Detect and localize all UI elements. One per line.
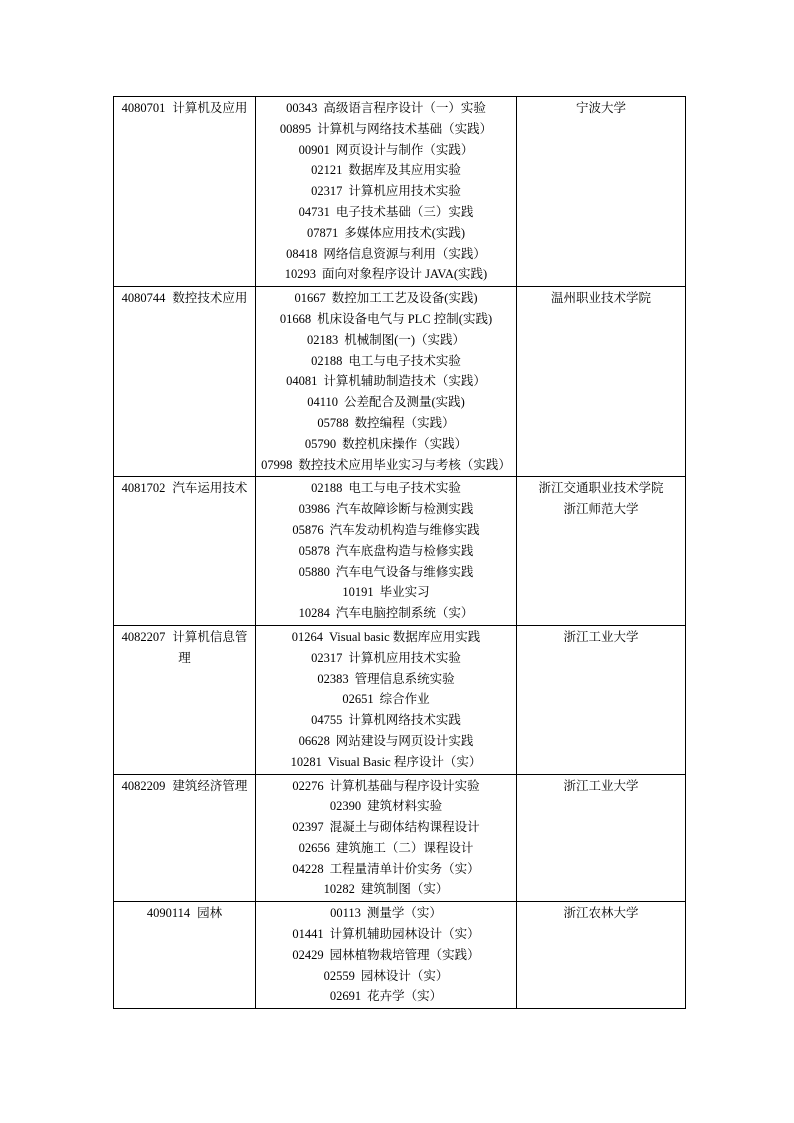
course-item [260, 945, 512, 966]
major-name: 数控技术应用 [172, 291, 248, 306]
school-cell [517, 902, 686, 1009]
course-code: 02397 [292, 820, 324, 835]
course-code: 10284 [298, 606, 330, 621]
course-name: 网络信息资源与利用（实践） [323, 246, 486, 261]
course-item [260, 351, 512, 372]
course-code: 03986 [298, 502, 330, 517]
course-code: 02559 [323, 968, 355, 983]
course-item [260, 627, 512, 648]
course-name: 机床设备电气与 PLC 控制(实践) [317, 311, 493, 326]
course-item [260, 796, 512, 817]
course-item [260, 731, 512, 752]
course-name: 网站建设与网页设计实践 [335, 733, 474, 748]
major-code: 4082209 [121, 778, 166, 793]
course-code: 02390 [329, 799, 362, 814]
course-name: 汽车底盘构造与检修实践 [335, 543, 474, 558]
major-name: 园林 [197, 906, 223, 921]
course-item [260, 478, 512, 499]
course-name: 计算机网络技术实践 [348, 713, 461, 728]
course-item [260, 879, 512, 900]
course-list-cell [256, 287, 517, 477]
course-name: 园林设计（实） [360, 968, 449, 983]
course-code: 00113 [330, 906, 361, 921]
course-code: 04228 [292, 861, 324, 876]
course-code: 02276 [292, 778, 324, 793]
course-item [260, 776, 512, 797]
major-code: 4080744 [121, 291, 166, 306]
major-name: 计算机信息管理 [172, 629, 248, 665]
course-code: 01264 [291, 629, 323, 644]
course-code: 02691 [329, 989, 362, 1004]
course-code: 02183 [306, 332, 339, 347]
course-item [260, 119, 512, 140]
table-row [114, 97, 686, 287]
course-name: 计算机应用技术实验 [348, 184, 461, 199]
course-name: 计算机辅助制造技术（实践） [323, 374, 486, 389]
major-code: 4082207 [121, 629, 166, 644]
course-item [260, 181, 512, 202]
school-cell [517, 774, 686, 902]
course-item [260, 541, 512, 562]
course-name: 高级语言程序设计（一）实验 [323, 101, 486, 115]
school-cell [517, 97, 686, 287]
table-row [114, 625, 686, 774]
course-item [260, 264, 512, 285]
course-code: 10191 [342, 585, 374, 600]
course-item [260, 817, 512, 838]
course-list-cell [256, 477, 517, 626]
course-name: 数控机床操作（实践） [342, 436, 468, 451]
course-item [260, 562, 512, 583]
course-name: 建筑材料实验 [367, 799, 443, 814]
course-code: 05880 [298, 564, 330, 579]
course-item [260, 244, 512, 265]
major-code: 4090114 [146, 906, 191, 921]
course-name: 混凝土与砌体结构课程设计 [329, 820, 480, 835]
school-name: 浙江农林大学 [563, 906, 639, 921]
course-name: 毕业实习 [379, 585, 430, 600]
course-code: 08418 [286, 246, 318, 261]
school-name: 温州职业技术学院 [550, 291, 651, 306]
course-name: 数控技术应用毕业实习与考核（实践） [298, 457, 511, 472]
course-code: 00895 [279, 121, 312, 136]
table-body [114, 97, 686, 1009]
course-name: 计算机应用技术实验 [348, 650, 461, 665]
course-item [260, 582, 512, 603]
major-name: 建筑经济管理 [172, 778, 248, 793]
course-item [260, 520, 512, 541]
course-code: 00901 [298, 142, 330, 157]
course-item [260, 689, 512, 710]
course-item [260, 288, 512, 309]
course-name: 汽车故障诊断与检测实践 [335, 502, 474, 517]
major-code: 4080701 [121, 101, 166, 115]
course-code: 07871 [306, 225, 339, 240]
course-name: 公差配合及测量(实践) [343, 395, 465, 410]
course-code: 10293 [284, 267, 317, 282]
course-code: 02121 [311, 163, 343, 178]
major-cell [114, 625, 256, 774]
course-code: 02429 [292, 947, 324, 962]
major-cell [114, 902, 256, 1009]
course-item [260, 434, 512, 455]
course-item [260, 710, 512, 731]
course-item [260, 371, 512, 392]
course-code: 05788 [317, 415, 349, 430]
course-code: 10281 [290, 754, 322, 769]
major-cell [114, 287, 256, 477]
school-cell [517, 477, 686, 626]
course-name: 汽车电气设备与维修实践 [335, 564, 474, 579]
course-list-cell [256, 902, 517, 1009]
course-name: 机械制图(一)（实践） [344, 332, 466, 347]
course-name: Visual Basic 程序设计（实） [327, 754, 482, 769]
course-name: 网页设计与制作（实践） [335, 142, 474, 157]
course-item [260, 838, 512, 859]
major-cell [114, 477, 256, 626]
course-name: 管理信息系统实验 [354, 671, 455, 686]
course-code: 02651 [342, 692, 374, 707]
table-row [114, 287, 686, 477]
course-name: 园林植物栽培管理（实践） [329, 947, 480, 962]
course-item [260, 202, 512, 223]
course-name: 计算机基础与程序设计实验 [329, 778, 480, 793]
course-name: Visual basic 数据库应用实践 [328, 629, 481, 644]
course-code: 04731 [298, 204, 330, 219]
course-item [260, 140, 512, 161]
practice-course-table [113, 96, 686, 1009]
course-name: 多媒体应用技术(实践) [344, 225, 466, 240]
course-code: 05878 [298, 543, 330, 558]
course-name: 花卉学（实） [367, 989, 443, 1004]
course-code: 04755 [311, 713, 343, 728]
course-code: 02317 [311, 184, 343, 199]
course-item [260, 924, 512, 945]
course-name: 工程量清单计价实务（实） [329, 861, 480, 876]
course-code: 07998 [261, 457, 293, 472]
course-code: 01667 [294, 291, 326, 306]
course-name: 数控加工工艺及设备(实践) [331, 291, 478, 306]
course-name: 数控编程（实践） [354, 415, 455, 430]
course-code: 01668 [279, 311, 312, 326]
school-cell [517, 625, 686, 774]
school-name: 浙江工业大学 [563, 778, 639, 793]
course-name: 汽车电脑控制系统（实） [335, 606, 474, 621]
course-name: 计算机辅助园林设计（实） [329, 927, 480, 942]
course-code: 02656 [298, 840, 330, 855]
major-cell [114, 774, 256, 902]
major-code: 4081702 [121, 481, 166, 496]
school-name: 浙江工业大学 [563, 629, 639, 644]
table-row [114, 902, 686, 1009]
course-item [260, 413, 512, 434]
course-code: 06628 [298, 733, 330, 748]
course-list-cell [256, 774, 517, 902]
course-code: 04081 [286, 374, 318, 389]
course-item [260, 98, 512, 119]
course-item [260, 309, 512, 330]
course-item [260, 330, 512, 351]
course-name: 测量学（实） [366, 906, 442, 921]
course-item [260, 223, 512, 244]
course-item [260, 859, 512, 880]
course-name: 电子技术基础（三）实践 [335, 204, 474, 219]
course-item [260, 752, 512, 773]
course-item [260, 669, 512, 690]
course-code: 04110 [307, 395, 338, 410]
course-code: 02317 [311, 650, 343, 665]
course-list-cell [256, 625, 517, 774]
school-cell [517, 287, 686, 477]
table-row [114, 774, 686, 902]
table-row [114, 477, 686, 626]
major-cell [114, 97, 256, 287]
course-item [260, 160, 512, 181]
course-item [260, 903, 512, 924]
school-name: 宁波大学 [575, 101, 626, 115]
school-name: 浙江师范大学 [563, 502, 639, 517]
course-item [260, 499, 512, 520]
course-code: 10282 [323, 882, 355, 897]
course-item [260, 648, 512, 669]
course-code: 02188 [311, 353, 343, 368]
course-name: 建筑施工（二）课程设计 [335, 840, 474, 855]
course-item [260, 455, 512, 476]
course-name: 电工与电子技术实验 [348, 481, 461, 496]
course-name: 综合作业 [379, 692, 430, 707]
major-name: 计算机及应用 [172, 101, 248, 115]
course-code: 05876 [292, 522, 324, 537]
course-code: 05790 [304, 436, 337, 451]
course-code: 02188 [311, 481, 343, 496]
course-code: 00343 [286, 101, 318, 115]
course-name: 汽车发动机构造与维修实践 [329, 522, 480, 537]
course-code: 02383 [317, 671, 349, 686]
school-name: 浙江交通职业技术学院 [538, 481, 664, 496]
course-name: 计算机与网络技术基础（实践） [317, 121, 493, 136]
course-item [260, 603, 512, 624]
course-name: 建筑制图（实） [360, 882, 449, 897]
course-name: 面向对象程序设计 JAVA(实践) [322, 267, 488, 282]
course-item [260, 966, 512, 987]
course-name: 数据库及其应用实验 [348, 163, 461, 178]
course-item [260, 392, 512, 413]
course-code: 01441 [292, 927, 324, 942]
course-name: 电工与电子技术实验 [348, 353, 461, 368]
major-name: 汽车运用技术 [172, 481, 248, 496]
course-item [260, 986, 512, 1007]
course-list-cell [256, 97, 517, 287]
